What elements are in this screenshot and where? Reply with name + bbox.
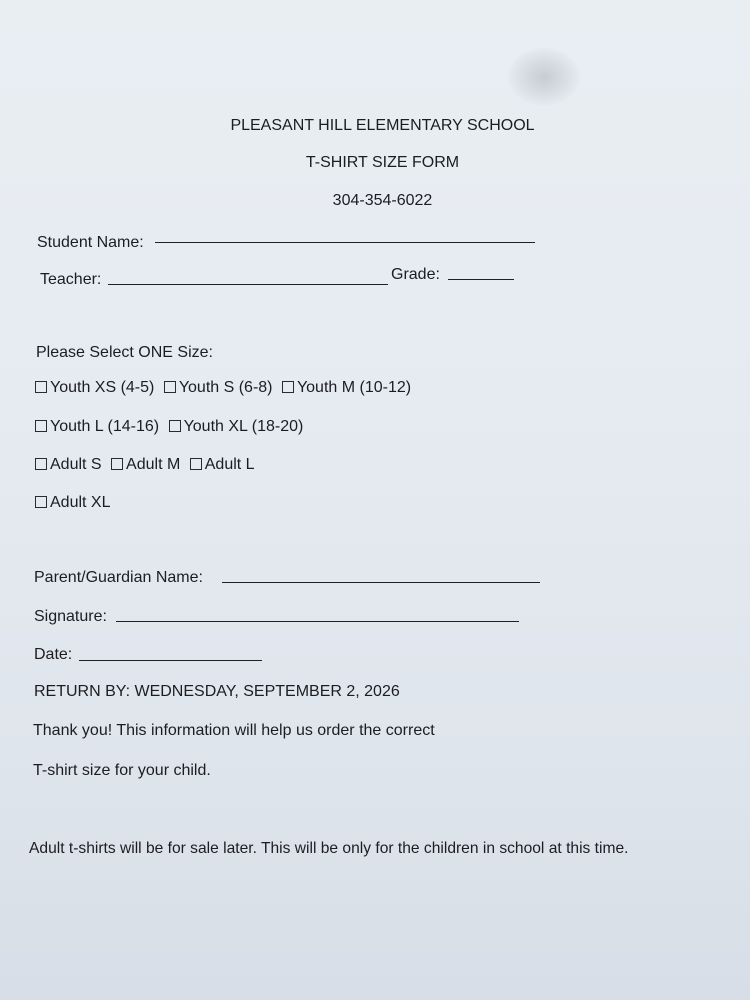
- signature-field[interactable]: [116, 621, 519, 622]
- checkbox-icon[interactable]: [35, 496, 47, 508]
- signature-label: Signature:: [34, 608, 107, 625]
- footer-note: Adult t-shirts will be for sale later. This will be only for the children in school at this time.: [29, 840, 629, 857]
- checkbox-icon[interactable]: [164, 381, 176, 393]
- checkbox-icon[interactable]: [35, 420, 47, 432]
- size-row-adult: [34, 455, 255, 475]
- parent-name-field[interactable]: [222, 582, 540, 583]
- size-option-youth-l[interactable]: Youth L (14-16): [34, 417, 159, 437]
- teacher-label: Teacher:: [40, 271, 102, 288]
- teacher-field[interactable]: [108, 284, 388, 285]
- size-prompt: Please Select ONE Size:: [36, 344, 213, 361]
- size-option-youth-m[interactable]: Youth M (10-12): [281, 378, 411, 398]
- return-by: RETURN BY: WEDNESDAY, SEPTEMBER 2, 2026: [34, 683, 400, 700]
- form-title: T-SHIRT SIZE FORM: [305, 154, 460, 171]
- phone-number: 304-354-6022: [332, 192, 433, 209]
- grade-field[interactable]: [448, 279, 514, 280]
- date-label: Date:: [34, 646, 73, 663]
- size-option-adult-xl[interactable]: Adult XL: [34, 493, 110, 513]
- size-option-youth-xs[interactable]: Youth XS (4-5): [34, 378, 154, 398]
- date-field[interactable]: [79, 660, 262, 661]
- thanks-line-1: Thank you! This information will help us order the correct: [33, 722, 435, 739]
- school-name: PLEASANT HILL ELEMENTARY SCHOOL: [230, 117, 535, 134]
- size-option-adult-m[interactable]: Adult M: [110, 455, 180, 475]
- size-option-adult-s[interactable]: Adult S: [34, 455, 102, 475]
- checkbox-icon[interactable]: [35, 458, 47, 470]
- checkbox-icon[interactable]: [282, 381, 294, 393]
- paper-smudge: [508, 48, 580, 106]
- size-row-adult-xl: [34, 493, 110, 513]
- checkbox-icon[interactable]: [35, 381, 47, 393]
- size-row-youth-small: [34, 378, 411, 398]
- size-option-youth-xl[interactable]: Youth XL (18-20): [168, 417, 304, 437]
- size-option-adult-l[interactable]: Adult L: [189, 455, 255, 475]
- checkbox-icon[interactable]: [190, 458, 202, 470]
- grade-label: Grade:: [391, 266, 440, 283]
- student-name-field[interactable]: [155, 242, 535, 243]
- thanks-line-2: T-shirt size for your child.: [33, 762, 211, 779]
- checkbox-icon[interactable]: [169, 420, 181, 432]
- parent-name-label: Parent/Guardian Name:: [34, 569, 203, 586]
- checkbox-icon[interactable]: [111, 458, 123, 470]
- student-name-label: Student Name:: [37, 234, 144, 251]
- size-row-youth-large: [34, 417, 303, 437]
- size-option-youth-s[interactable]: Youth S (6-8): [163, 378, 273, 398]
